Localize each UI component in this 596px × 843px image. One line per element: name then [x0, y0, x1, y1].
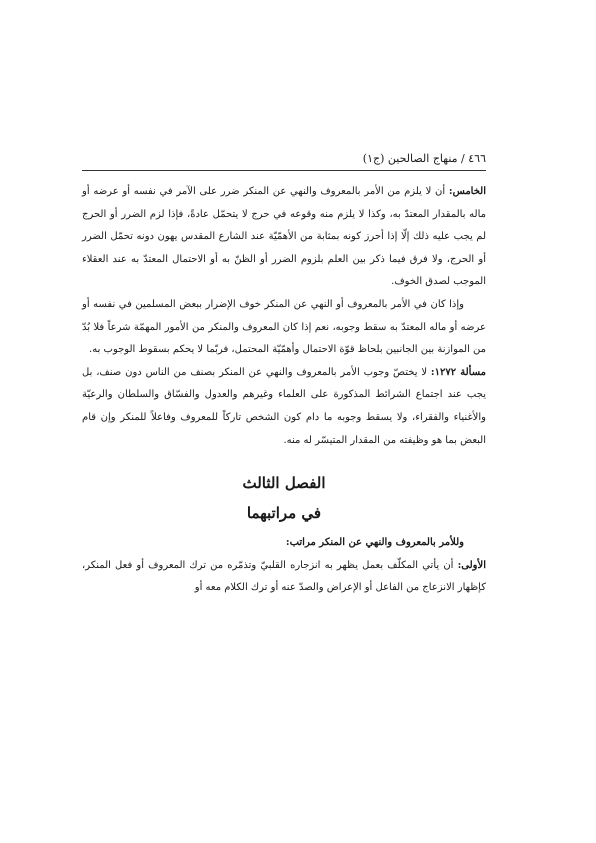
page-body — [82, 181, 486, 600]
paragraph-masala-1272 — [82, 362, 486, 452]
running-header: ٤٦٦ / منهاج الصالحين (ج١) — [362, 152, 486, 165]
levels-intro-heading: وللأمر بالمعروف والنهي عن المنكر مراتب: — [285, 537, 464, 549]
paragraph-first-level — [82, 555, 486, 600]
chapter-subtitle: في مراتبهما — [246, 504, 322, 523]
chapter-title: الفصل الثالث — [242, 474, 326, 493]
paragraph-condition-five — [82, 181, 486, 294]
condition-five-lead: الخامس: — [448, 186, 486, 197]
masala-text: لا يختصّ وجوب الأمر بالمعروف والنهي عن المنكر بصنف من الناس دون صنف، بل يجب عند اجتماع الشرائط المذكورة على العلماء وغيرهم والعدول والفسّاق والسلطان والرعيّة والأغنياء والفقراء، ولا يسقط وجوبه ما دام كون الشخص تاركاً للمعروف وفاعلاً للمنكر وإن قام البعض بما هو وظيفته من المقدار المتيسّر له منه. — [82, 366, 486, 446]
first-level-text: أن يأتي المكلّف بعمل يظهر به انزجاره القلبيّ وتذمّره من ترك المعروف أو فعل المنكر، كإظهار الانزعاج من الفاعل أو الإعراض والصدّ عنه أو ترك الكلام معه أو — [82, 559, 486, 594]
header-divider — [82, 170, 486, 171]
masala-lead: مسألة ١٢٧٢: — [430, 366, 486, 378]
paragraph-harm-to-muslims: وإذا كان في الأمر بالمعروف أو النهي عن المنكر خوف الإضرار ببعض المسلمين في نفسه أو عرضه أو ماله المعتدّ به سقط وجوبه، نعم إذا كان المعروف والمنكر من الأمور المهمّة شرعاً فلا بُدّ من الموازنة بين الجانبين بلحاظ قوّة الاحتمال وأهمّيّة المحتمل، فربّما لا يحكم بسقوط الوجوب به. — [82, 298, 486, 356]
first-level-lead: الأولى: — [457, 559, 486, 571]
condition-five-text: أن لا يلزم من الأمر بالمعروف والنهي عن المنكر ضرر على الآمر في نفسه أو عرضه أو ماله بالمقدار المعتدّ به، وكذا لا يلزم منه وقوعه في حرج لا يتحمّل عادةً، فإذا لزم الضرر أو الحرج لم يجب عليه ذلك إلّا إذا أحرز كونه بمثابة من الأهمّيّة عند الشارع المقدس يهون دونه تحمّل الضرر أو الحرج، ولا فرق فيما ذكر بين العلم بلزوم الضرر أو الظنّ به أو الاحتمال المعتدّ به عند العقلاء الموجب لصدق الخوف. — [82, 186, 486, 288]
